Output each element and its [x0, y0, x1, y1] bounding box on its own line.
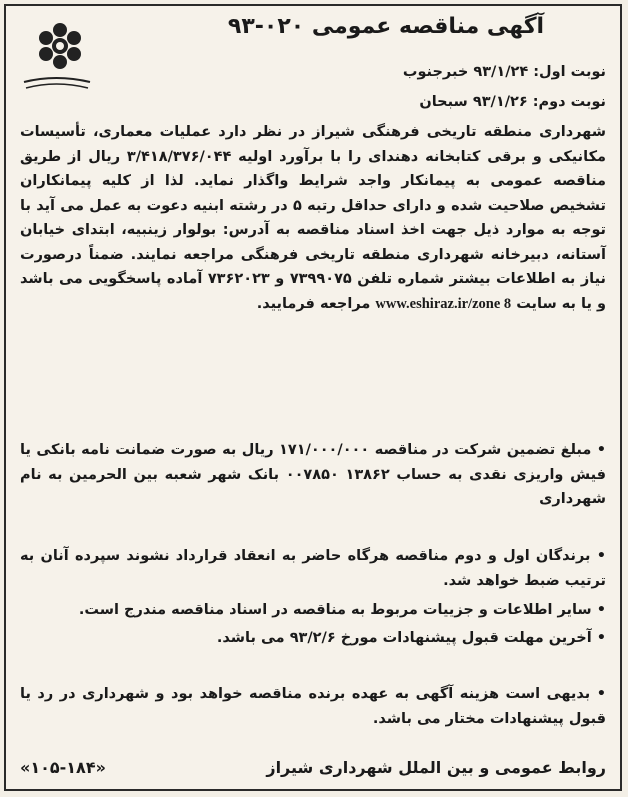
- main-paragraph: [20, 120, 606, 316]
- footer: [20, 758, 606, 777]
- notice-second: نوبت دوم: ۹۳/۱/۲۶ سبحان: [419, 94, 606, 110]
- bullet-deposit: • مبلغ تضمین شرکت در مناقصه ۱۷۱/۰۰۰/۰۰۰ ریال به صورت ضمانت نامه بانکی یا فیش واریزی نقدی به حساب ۱۳۸۶۲ ۰۰۷۸۵۰ بانک شهر شعبه بین الحرمین به نام شهرداری: [20, 438, 606, 512]
- bullet-details: • سایر اطلاعات و جزییات مربوط به مناقصه در اسناد مناقصه مندرج است.: [20, 598, 606, 623]
- page-title: آگهی مناقصه عمومی ۰۲۰-۹۳: [227, 14, 545, 39]
- main-text: شهرداری منطقه تاریخی فرهنگی شیراز در نظر دارد عملیات معماری، تأسیسات مکانیکی و برقی کتابخانه دهندای را با برآورد اولیه ۳/۴۱۸/۳۷۶/۰۴۴ ریال از طریق مناقصه عمومی به پیمانکار واجد شرایط واگذار نماید. لذا از کلیه پیمانکاران تشخیص صلاحیت شده و دارای حداقل رتبه ۵ در رشته ابنیه دعوت به عمل می آید با توجه به موارد ذیل جهت اخذ اسناد مناقصه به آدرس: بولوار زینبیه، ابتدای خیابان آستانه، دبیرخانه شهرداری منطقه تاریخی فرهنگی مراجعه نمایند. ضمناً درصورت نیاز به اطلاعات بیشتر شماره تلفن ۷۳۹۹۰۷۵ و ۷۳۶۲۰۲۳ آماده پاسخگویی می باشد و یا به سایت: [20, 124, 607, 312]
- footer-code: «۱۰۵-۱۸۴»: [20, 758, 106, 777]
- shiraz-municipality-logo-icon: [16, 16, 94, 96]
- footer-org: روابط عمومی و بین الملل شهرداری شیراز: [266, 758, 606, 777]
- bullet-deadline: • آخرین مهلت قبول پیشنهادات مورخ ۹۳/۲/۶ می باشد.: [20, 626, 606, 651]
- bullet-cost: • بدیهی است هزینه آگهی به عهده برنده مناقصه خواهد بود و شهرداری در رد یا قبول پیشنهادات مختار می باشد.: [20, 682, 606, 731]
- notice-page: [4, 4, 622, 791]
- main-text-end: مراجعه فرمایید.: [256, 295, 371, 312]
- website-link[interactable]: www.eshiraz.ir/zone 8: [375, 295, 512, 312]
- notice-first: نوبت اول: ۹۳/۱/۲۴ خبرجنوب: [402, 64, 606, 80]
- bullet-winners: • برندگان اول و دوم مناقصه هرگاه حاضر به انعقاد قرارداد نشوند سپرده آنان به ترتیب ضبط خواهد شد.: [20, 544, 606, 593]
